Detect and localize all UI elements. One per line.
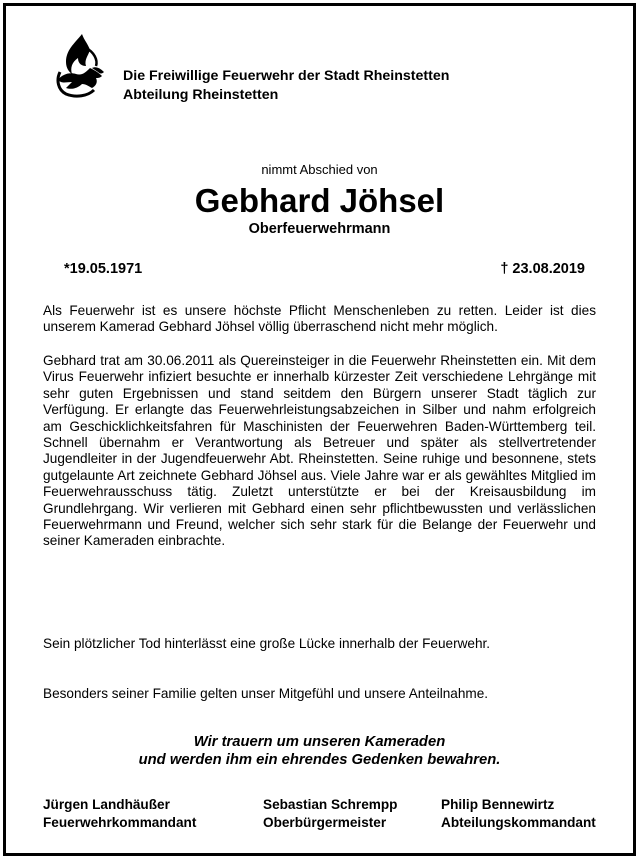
organization-line-2: Abteilung Rheinstetten: [123, 87, 279, 103]
paragraph-condolence: Besonders seiner Familie gelten unser Mitgefühl und unsere Anteilnahme.: [43, 686, 489, 701]
deceased-rank: Oberfeuerwehrmann: [248, 221, 391, 237]
organization-name: [123, 67, 449, 105]
signature-title: Abteilungskommandant: [441, 814, 596, 830]
fire-brigade-logo-icon: [52, 32, 110, 98]
organization-line-1: Die Freiwillige Feuerwehr der Stadt Rheinstetten: [123, 68, 450, 84]
signature-name: Jürgen Landhäußer: [43, 797, 170, 812]
signature-title: Feuerwehrkommandant: [43, 814, 197, 830]
signature-commander: [43, 796, 196, 831]
death-date: † 23.08.2019: [500, 261, 585, 277]
closing-line-1: Wir trauern um unseren Kameraden: [193, 734, 446, 750]
closing-line-2: und werden ihm ein ehrendes Gedenken bewahren.: [138, 752, 501, 768]
signature-name: Philip Bennewirtz: [441, 797, 555, 812]
signature-name: Sebastian Schrempp: [263, 797, 398, 812]
signature-mayor: [263, 796, 397, 831]
deceased-name: Gebhard Jöhsel: [194, 182, 445, 219]
intro-text: nimmt Abschied von: [261, 162, 378, 177]
paragraph-loss: Sein plötzlicher Tod hinterlässt eine große Lücke innerhalb der Feuerwehr.: [43, 636, 491, 651]
birth-date: *19.05.1971: [64, 261, 143, 277]
closing-statement: [0, 733, 639, 769]
paragraph-biography: Gebhard trat am 30.06.2011 als Quereinsteiger in die Feuerwehr Rheinstetten ein. Mit dem Virus Feuerwehr infiziert besuchte er innerhalb kürzester Zeit verschiedene Lehrgänge mit sehr guten Ergebnissen und stand seitdem den Bürgern unserer Stadt täglich zur Verfügung. Er erlangte das Feuerwehrleistungsabzeichen in Silber und nahm erfolgreich am Geschicklichkeitsfahren für Maschinisten der Feuerwehren Baden-Württemberg teil. Schnell übernahm er Verantwortung als Betreuer und später als stellvertretender Jugendleiter in der Jugendfeuerwehr Abt. Rheinstetten. Seine ruhige und besonnene, stets gutgelaunte Art zeichnete Gebhard Jöhsel aus. Viele Jahre war er als gewähltes Mitglied im Feuerwehrausschuss tätig. Zuletzt unterstützte er bei der Kreisausbildung im Grundlehrgang. Wir verlieren mit Gebhard einen sehr pflichtbewussten und verlässlichen Feuerwehrmann und Freund, welcher sich sehr stark für die Belange der Feuerwehr und seiner Kameraden einbrachte.: [43, 353, 596, 549]
signature-section-commander: [441, 796, 596, 831]
paragraph-intro: Als Feuerwehr ist es unsere höchste Pflicht Menschenleben zu retten. Leider ist dies unserem Kamerad Gebhard Jöhsel völlig überraschend nicht mehr möglich.: [43, 303, 596, 335]
signature-title: Oberbürgermeister: [263, 814, 387, 830]
